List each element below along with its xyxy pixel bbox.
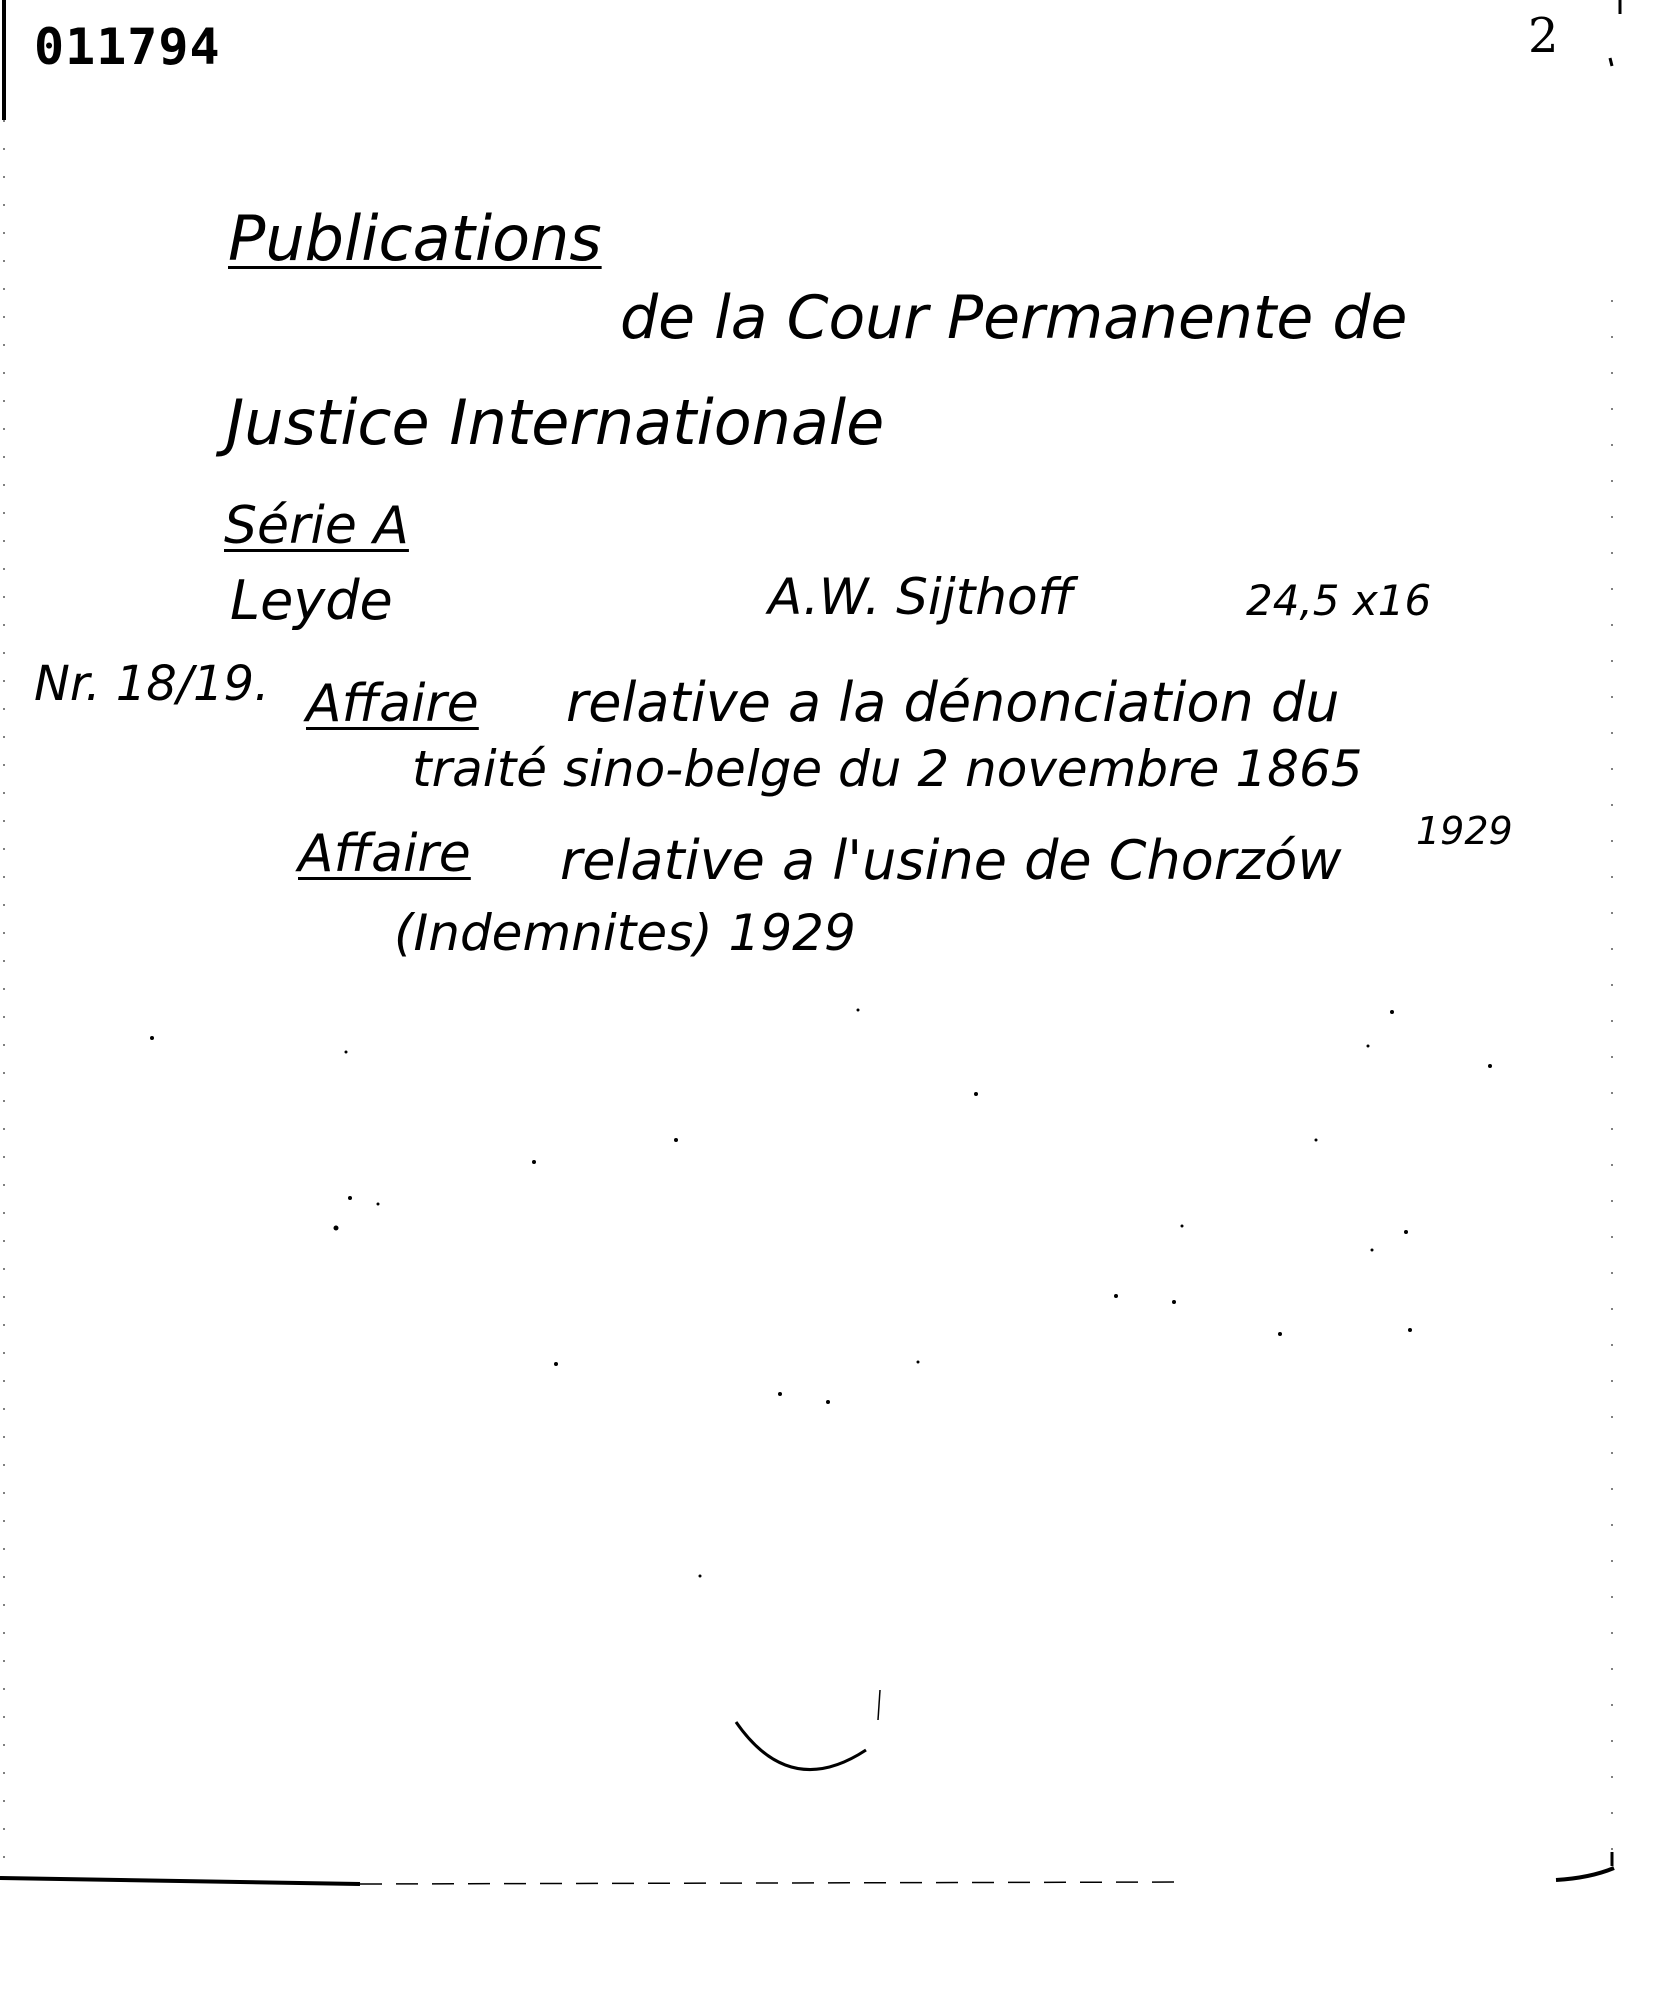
volume-number: Nr. 18/19. xyxy=(34,656,270,712)
entry1-text-continuation: traité sino-belge du 2 novembre 1865 xyxy=(412,740,1363,798)
entry2-text-continuation: (Indemnites) 1929 xyxy=(394,904,856,962)
entry2-text: relative a l'usine de Chorzów xyxy=(560,829,1342,892)
title-continuation: de la Cour Permanente de xyxy=(620,283,1408,353)
series-label: Série A xyxy=(224,496,409,556)
publisher: A.W. Sijthoff xyxy=(768,568,1074,626)
entry1-year: 1929 xyxy=(1416,809,1513,853)
page-mark: 2 xyxy=(1528,8,1559,64)
card-number-stamp: 011794 xyxy=(34,18,221,76)
format-dimensions: 24,5 x16 xyxy=(1246,576,1432,625)
place-of-publication: Leyde xyxy=(230,569,393,632)
entry1-text: relative a la dénonciation du xyxy=(566,671,1340,734)
title-line2: Justice Internationale xyxy=(226,386,885,459)
entry2-keyword: Affaire xyxy=(298,824,471,884)
title-publications: Publications xyxy=(228,202,602,275)
entry1-keyword: Affaire xyxy=(306,674,479,734)
